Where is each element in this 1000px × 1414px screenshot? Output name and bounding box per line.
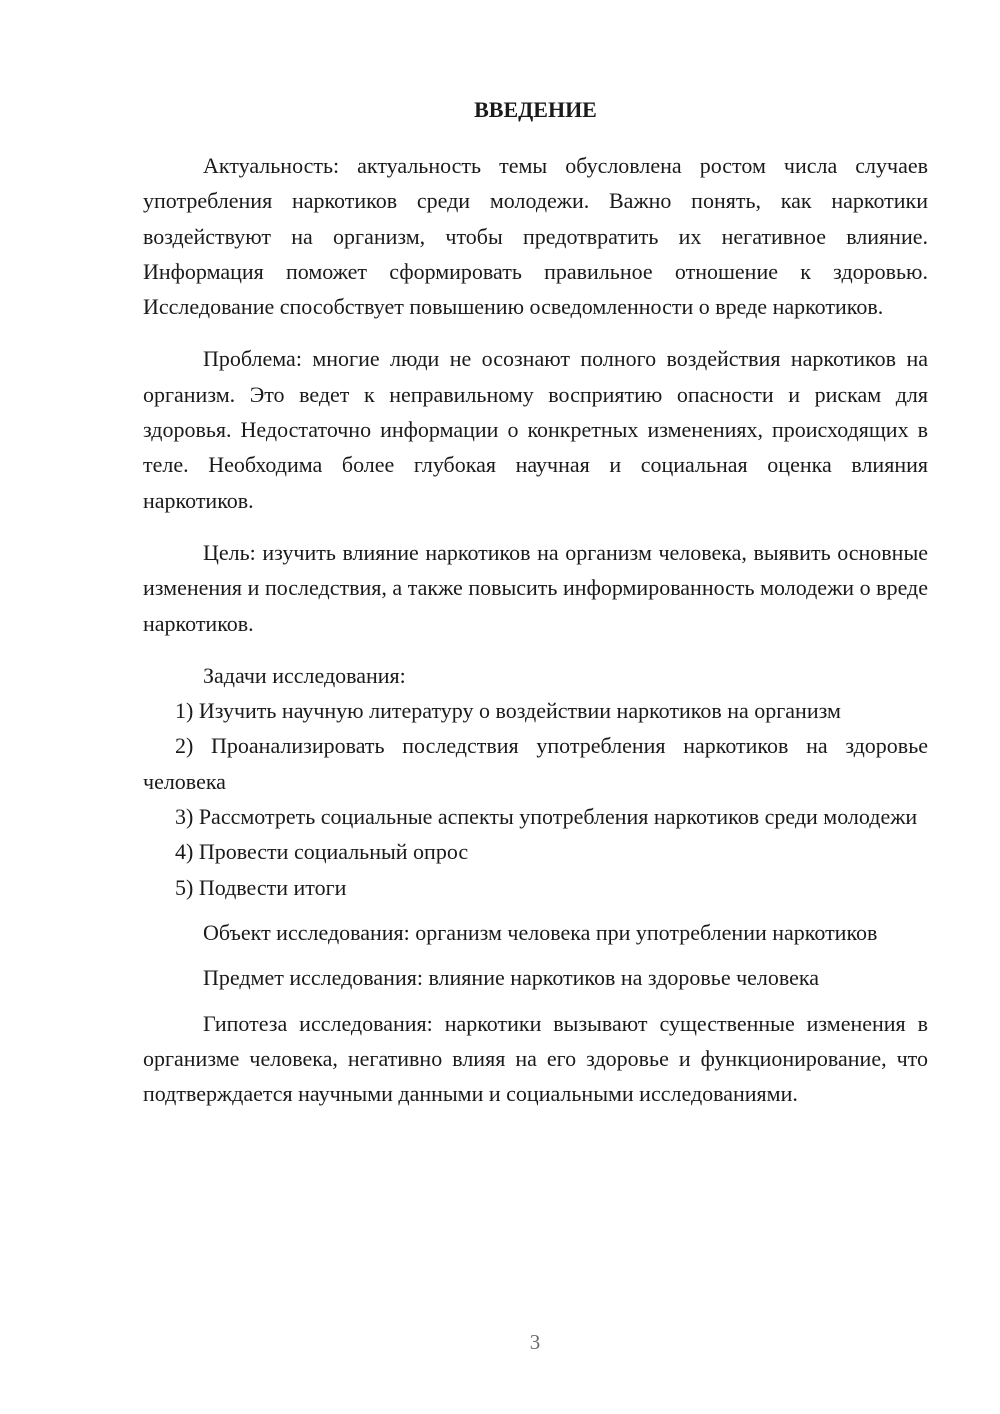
document-page bbox=[143, 92, 928, 1111]
task-item-4: 4) Провести социальный опрос bbox=[175, 839, 469, 865]
task-item-5: 5) Подвести итоги bbox=[175, 874, 347, 900]
hypothesis-paragraph: Гипотеза исследования: наркотики вызывают существенные изменения в организме человека, негативно влияя на его здоровье и функционирование, что подтверждается научными данными и социальными исследованиями. bbox=[143, 1010, 928, 1107]
task-item-2: 2) Проанализировать последствия употребления наркотиков на здоровье человека bbox=[143, 733, 928, 794]
relevance-paragraph: Актуальность: актуальность темы обусловлена ростом числа случаев употребления наркотиков среди молодежи. Важно понять, как наркотики воздействуют на организм, чтобы предотвратить их негативное влияние. Информация поможет сформировать правильное отношение к здоровью. Исследование способствует повышению осведомленности о вреде наркотиков. bbox=[143, 153, 928, 320]
task-item-1: 1) Изучить научную литературу о воздействии наркотиков на организм bbox=[175, 698, 841, 724]
problem-paragraph: Проблема: многие люди не осознают полного воздействия наркотиков на организм. Это ведет к неправильному восприятию опасности и рискам для здоровья. Недостаточно информации о конкретных изменениях, происходящих в теле. Необходима более глубокая научная и социальная оценка влияния наркотиков. bbox=[143, 346, 928, 513]
tasks-heading: Задачи исследования: bbox=[203, 662, 406, 688]
task-item-3: 3) Рассмотреть социальные аспекты употребления наркотиков среди молодежи bbox=[175, 804, 918, 830]
page-number: 3 bbox=[529, 1330, 541, 1354]
page-title: ВВЕДЕНИЕ bbox=[474, 97, 597, 122]
subject-paragraph: Предмет исследования: влияние наркотиков на здоровье человека bbox=[203, 965, 820, 991]
object-paragraph: Объект исследования: организм человека при употреблении наркотиков bbox=[203, 919, 878, 945]
goal-paragraph: Цель: изучить влияние наркотиков на организм человека, выявить основные изменения и последствия, а также повысить информированность молодежи о вреде наркотиков. bbox=[143, 539, 928, 636]
